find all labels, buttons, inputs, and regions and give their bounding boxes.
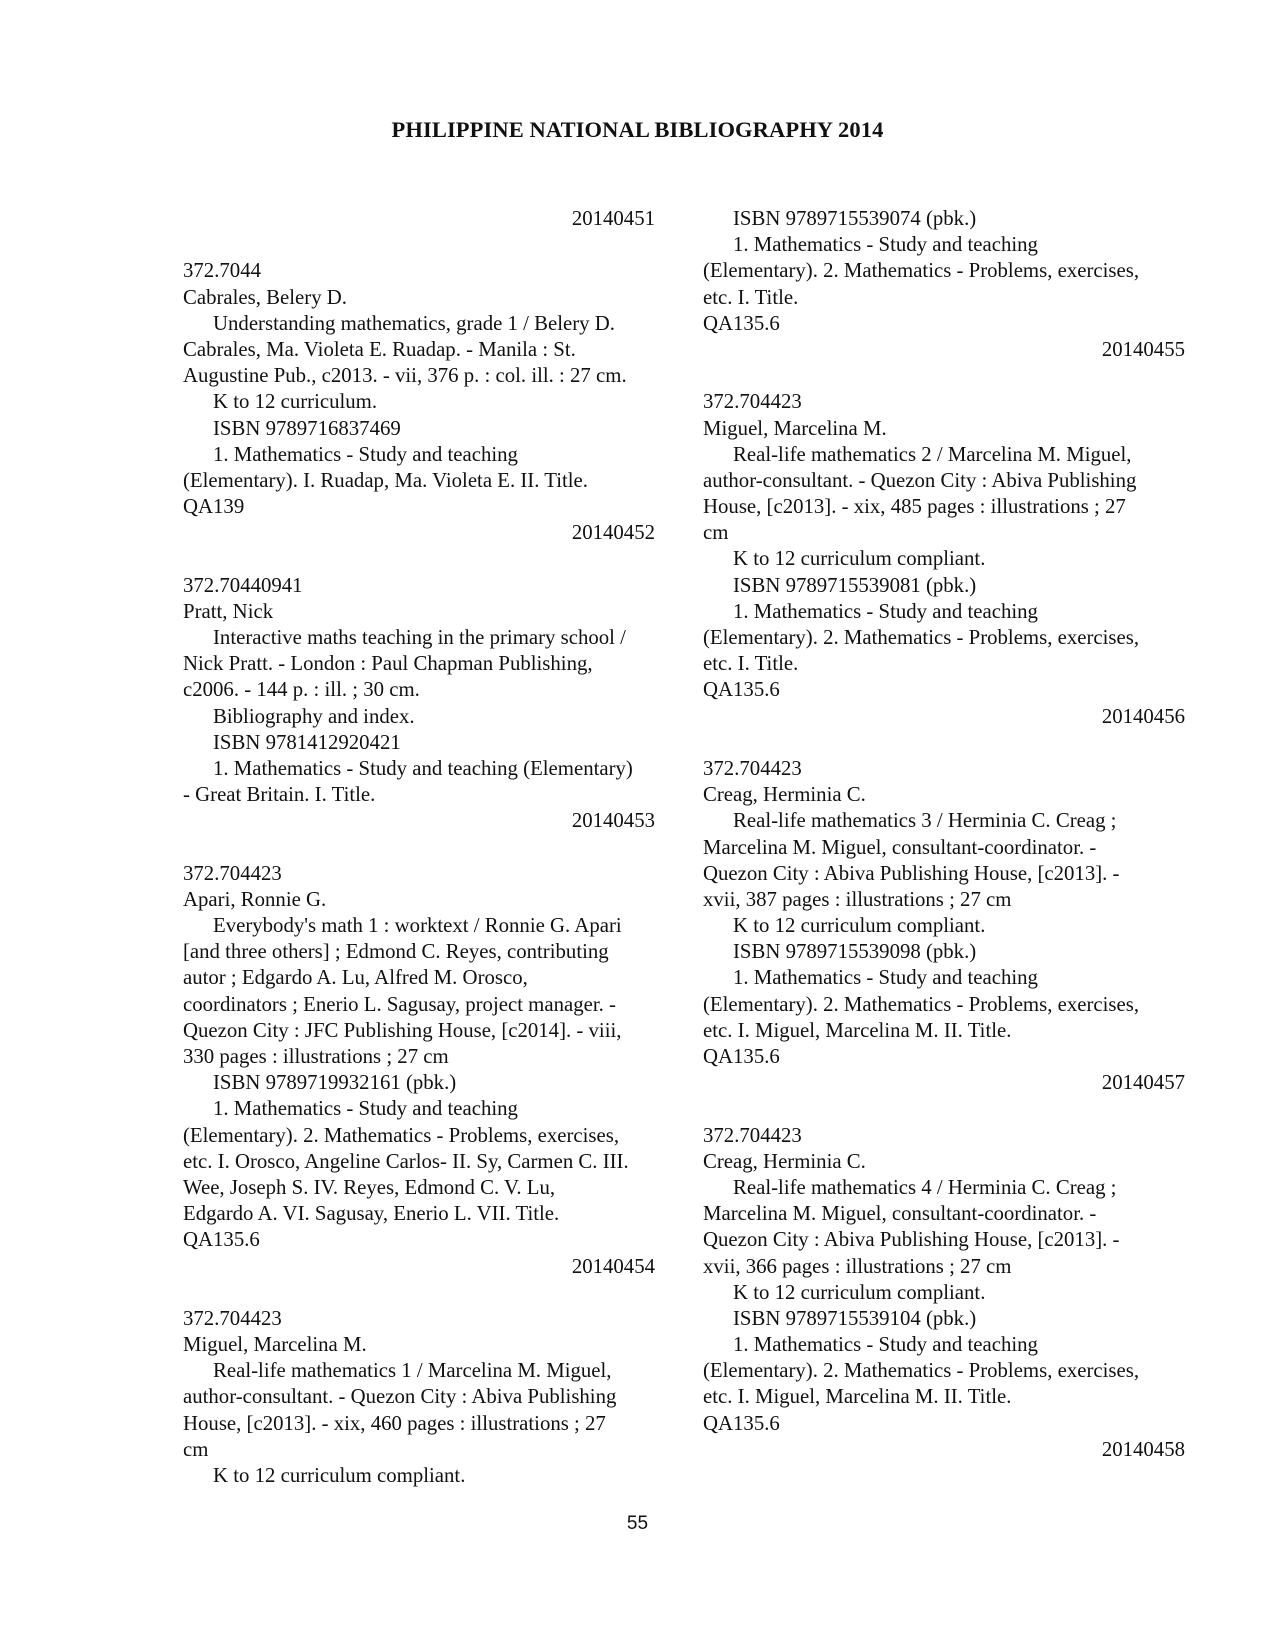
entry-line: [and three others] ; Edmond C. Reyes, contributing	[183, 940, 609, 964]
entry-line: 1. Mathematics - Study and teaching	[733, 599, 1038, 623]
entry-line: Miguel, Marcelina M.	[183, 1333, 367, 1357]
entry-line: (Elementary). 2. Mathematics - Problems, exercises,	[703, 992, 1140, 1016]
entry-line: Real-life mathematics 4 / Herminia C. Creag ;	[733, 1175, 1117, 1199]
entry-line: ISBN 9789719932161 (pbk.)	[213, 1071, 457, 1095]
entry-line: 1. Mathematics - Study and teaching (Elementary)	[213, 756, 633, 780]
entry-spacer	[183, 835, 655, 861]
entry-spacer	[183, 232, 655, 258]
entry-spacer	[703, 1096, 1185, 1122]
entry-line: ISBN 9789716837469	[213, 416, 401, 440]
entry-line: 372.704423	[183, 861, 282, 885]
entry-line: Edgardo A. VI. Sagusay, Enerio L. VII. Title.	[183, 1202, 560, 1226]
entry-line: 372.704423	[703, 390, 802, 414]
entry-number: 20140451	[571, 207, 655, 230]
entry-line: 372.7044	[183, 259, 261, 283]
entry-line: xvii, 366 pages : illustrations ; 27 cm	[703, 1254, 1012, 1278]
entry-line: (Elementary). 2. Mathematics - Problems, exercises,	[703, 1359, 1140, 1383]
entry-line: ISBN 9781412920421	[213, 730, 401, 754]
entry-line: QA135.6	[703, 311, 780, 335]
entry-line: 1. Mathematics - Study and teaching	[733, 1333, 1038, 1357]
entry-line: Everybody's math 1 : worktext / Ronnie G. Apari	[213, 914, 622, 938]
entry-line: QA135.6	[703, 678, 780, 702]
entry-line: Bibliography and index.	[213, 704, 415, 728]
entry-line: Cabrales, Belery D.	[183, 285, 348, 309]
entry-line: Quezon City : Abiva Publishing House, [c2013]. -	[703, 861, 1120, 885]
entry-line: cm	[703, 521, 729, 545]
entry-line: House, [c2013]. - xix, 460 pages : illustrations ; 27	[183, 1411, 606, 1435]
entry-line: etc. I. Title.	[703, 285, 799, 309]
bibliography-column-right	[703, 206, 1185, 1463]
entry-number: 20140457	[1101, 1071, 1185, 1095]
page-number: 55	[626, 1513, 649, 1534]
entry-line: etc. I. Miguel, Marcelina M. II. Title.	[703, 1385, 1012, 1409]
entry-line: 1. Mathematics - Study and teaching	[733, 233, 1038, 257]
entry-number: 20140452	[571, 521, 655, 545]
entry-line: K to 12 curriculum compliant.	[213, 1464, 466, 1487]
entry-spacer	[703, 363, 1185, 389]
entry-line: QA135.6	[703, 1045, 780, 1068]
entry-line: Pratt, Nick	[183, 599, 274, 623]
entry-line: QA139	[183, 495, 245, 519]
entry-line: 1. Mathematics - Study and teaching	[213, 1097, 518, 1121]
entry-line: Cabrales, Ma. Violeta E. Ruadap. - Manila : St.	[183, 337, 576, 361]
entry-line: Marcelina M. Miguel, consultant-coordinator. -	[703, 1202, 1097, 1226]
entry-line: House, [c2013]. - xix, 485 pages : illustrations ; 27	[703, 495, 1126, 519]
entry-line: K to 12 curriculum compliant.	[733, 914, 986, 938]
entry-line: Real-life mathematics 2 / Marcelina M. Miguel,	[733, 442, 1132, 466]
entry-line: (Elementary). 2. Mathematics - Problems, exercises,	[703, 259, 1140, 283]
entry-line: QA135.6	[703, 1411, 780, 1435]
entry-line: 372.70440941	[183, 573, 303, 597]
entry-line: etc. I. Orosco, Angeline Carlos- II. Sy, Carmen C. III.	[183, 1149, 629, 1173]
entry-line: (Elementary). 2. Mathematics - Problems, exercises,	[703, 626, 1140, 649]
entry-line: 1. Mathematics - Study and teaching	[733, 966, 1038, 990]
entry-line: Creag, Herminia C.	[703, 783, 866, 807]
entry-line: (Elementary). I. Ruadap, Ma. Violeta E. II. Title.	[183, 468, 588, 492]
entry-number: 20140458	[1101, 1437, 1185, 1461]
entry-line: etc. I. Title.	[703, 652, 799, 676]
entry-line: Wee, Joseph S. IV. Reyes, Edmond C. V. Lu,	[183, 1175, 556, 1199]
entry-line: c2006. - 144 p. : ill. ; 30 cm.	[183, 678, 420, 702]
entry-line: 372.704423	[703, 756, 802, 780]
entry-line: author-consultant. - Quezon City : Abiva Publishing	[703, 468, 1137, 492]
entry-line: cm	[183, 1437, 209, 1461]
entry-spacer	[703, 730, 1185, 756]
entry-line: Quezon City : Abiva Publishing House, [c2013]. -	[703, 1228, 1120, 1252]
entry-line: author-consultant. - Quezon City : Abiva Publishing	[183, 1385, 617, 1409]
entry-line: Creag, Herminia C.	[703, 1149, 866, 1173]
bibliography-column-left	[183, 206, 655, 1489]
entry-line: Nick Pratt. - London : Paul Chapman Publishing,	[183, 652, 593, 676]
entry-line: 330 pages : illustrations ; 27 cm	[183, 1045, 449, 1068]
entry-line: xvii, 387 pages : illustrations ; 27 cm	[703, 887, 1012, 911]
entry-line: ISBN 9789715539074 (pbk.)	[733, 207, 977, 230]
entry-line: autor ; Edgardo A. Lu, Alfred M. Orosco,	[183, 966, 528, 990]
entry-spacer	[183, 546, 655, 572]
entry-line: (Elementary). 2. Mathematics - Problems, exercises,	[183, 1123, 620, 1147]
entry-line: Real-life mathematics 3 / Herminia C. Creag ;	[733, 809, 1117, 833]
entry-number: 20140453	[571, 809, 655, 833]
entry-line: 372.704423	[703, 1123, 802, 1147]
entry-spacer	[183, 1280, 655, 1306]
entry-line: K to 12 curriculum compliant.	[733, 1280, 986, 1304]
entry-line: Understanding mathematics, grade 1 / Belery D.	[213, 311, 615, 335]
entry-line: K to 12 curriculum compliant.	[733, 547, 986, 571]
entry-line: - Great Britain. I. Title.	[183, 783, 376, 807]
entry-line: Miguel, Marcelina M.	[703, 416, 887, 440]
entry-line: Marcelina M. Miguel, consultant-coordinator. -	[703, 835, 1097, 859]
entry-line: K to 12 curriculum.	[213, 390, 378, 414]
entry-line: coordinators ; Enerio L. Sagusay, project manager. -	[183, 992, 616, 1016]
entry-line: 1. Mathematics - Study and teaching	[213, 442, 518, 466]
entry-line: Interactive maths teaching in the primary school /	[213, 626, 626, 649]
entry-line: Real-life mathematics 1 / Marcelina M. Miguel,	[213, 1359, 612, 1383]
entry-line: QA135.6	[183, 1228, 260, 1252]
entry-number: 20140456	[1101, 704, 1185, 728]
entry-line: Apari, Ronnie G.	[183, 887, 327, 911]
entry-line: ISBN 9789715539081 (pbk.)	[733, 573, 977, 597]
entry-number: 20140455	[1101, 337, 1185, 361]
entry-line: Augustine Pub., c2013. - vii, 376 p. : col. ill. : 27 cm.	[183, 364, 627, 388]
entry-line: 372.704423	[183, 1306, 282, 1330]
entry-line: etc. I. Miguel, Marcelina M. II. Title.	[703, 1018, 1012, 1042]
page-title: PHILIPPINE NATIONAL BIBLIOGRAPHY 2014	[391, 117, 884, 142]
entry-line: Quezon City : JFC Publishing House, [c2014]. - viii,	[183, 1018, 622, 1042]
entry-line: ISBN 9789715539104 (pbk.)	[733, 1306, 977, 1330]
entry-line: ISBN 9789715539098 (pbk.)	[733, 940, 977, 964]
entry-number: 20140454	[571, 1254, 655, 1278]
